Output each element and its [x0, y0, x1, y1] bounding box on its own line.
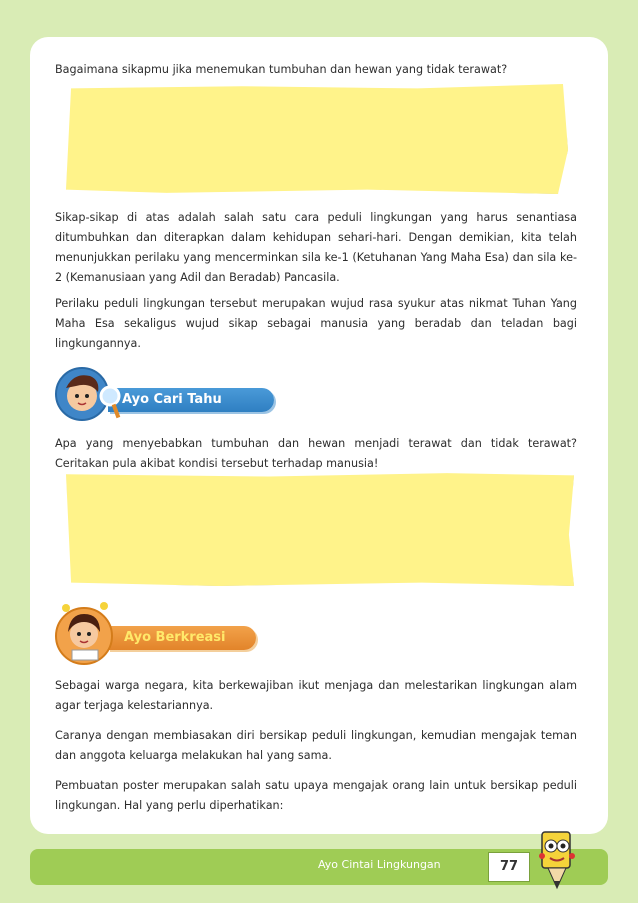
footer-title: Ayo Cintai Lingkungan — [318, 858, 441, 871]
ayo-cari-tahu-badge — [108, 388, 274, 412]
answer-note-2[interactable] — [66, 472, 574, 586]
student-magnifier-icon — [54, 366, 124, 422]
pencil-mascot-icon — [534, 826, 580, 892]
girl-drawing-icon — [54, 600, 120, 666]
paragraph-2: Perilaku peduli lingkungan tersebut merupakan wujud rasa syukur atas nikmat Tuhan Yang Maha Esa sekaligus wujud sikap sebagai manusia yang beradab dan teladan bagi lingkungannya. — [55, 297, 577, 350]
paragraph-3: Sebagai warga negara, kita berkewajiban ikut menjaga dan melestarikan lingkungan alam agar terjaga kelestariannya. — [55, 679, 577, 712]
ayo-berkreasi-label: Ayo Berkreasi — [124, 630, 226, 645]
question-2: Apa yang menyebabkan tumbuhan dan hewan menjadi terawat dan tidak terawat? Ceritakan pula akibat kondisi tersebut terhadap manusia! — [55, 437, 577, 470]
paragraph-5: Pembuatan poster merupakan salah satu upaya mengajak orang lain untuk bersikap peduli lingkungan. Hal yang perlu diperhatikan: — [55, 779, 577, 812]
ayo-cari-tahu-label: Ayo Cari Tahu — [122, 392, 222, 407]
answer-note-1[interactable] — [66, 84, 568, 194]
ayo-berkreasi-badge — [108, 626, 256, 650]
page-number: 77 — [488, 852, 530, 882]
paragraph-4: Caranya dengan membiasakan diri bersikap peduli lingkungan, kemudian mengajak teman dan anggota keluarga melakukan hal yang sama. — [55, 729, 577, 762]
paragraph-1: Sikap-sikap di atas adalah salah satu cara peduli lingkungan yang harus senantiasa ditumbuhkan dan diterapkan dalam kehidupan sehari-hari. Dengan demikian, kita telah menunjukkan perilaku yang mencerminkan sila ke-1 (Ketuhanan Yang Maha Esa) dan sila ke-2 (Kemanusiaan yang Adil dan Beradab) Pancasila. — [55, 211, 577, 284]
question-1: Bagaimana sikapmu jika menemukan tumbuhan dan hewan yang tidak terawat? — [55, 63, 508, 76]
